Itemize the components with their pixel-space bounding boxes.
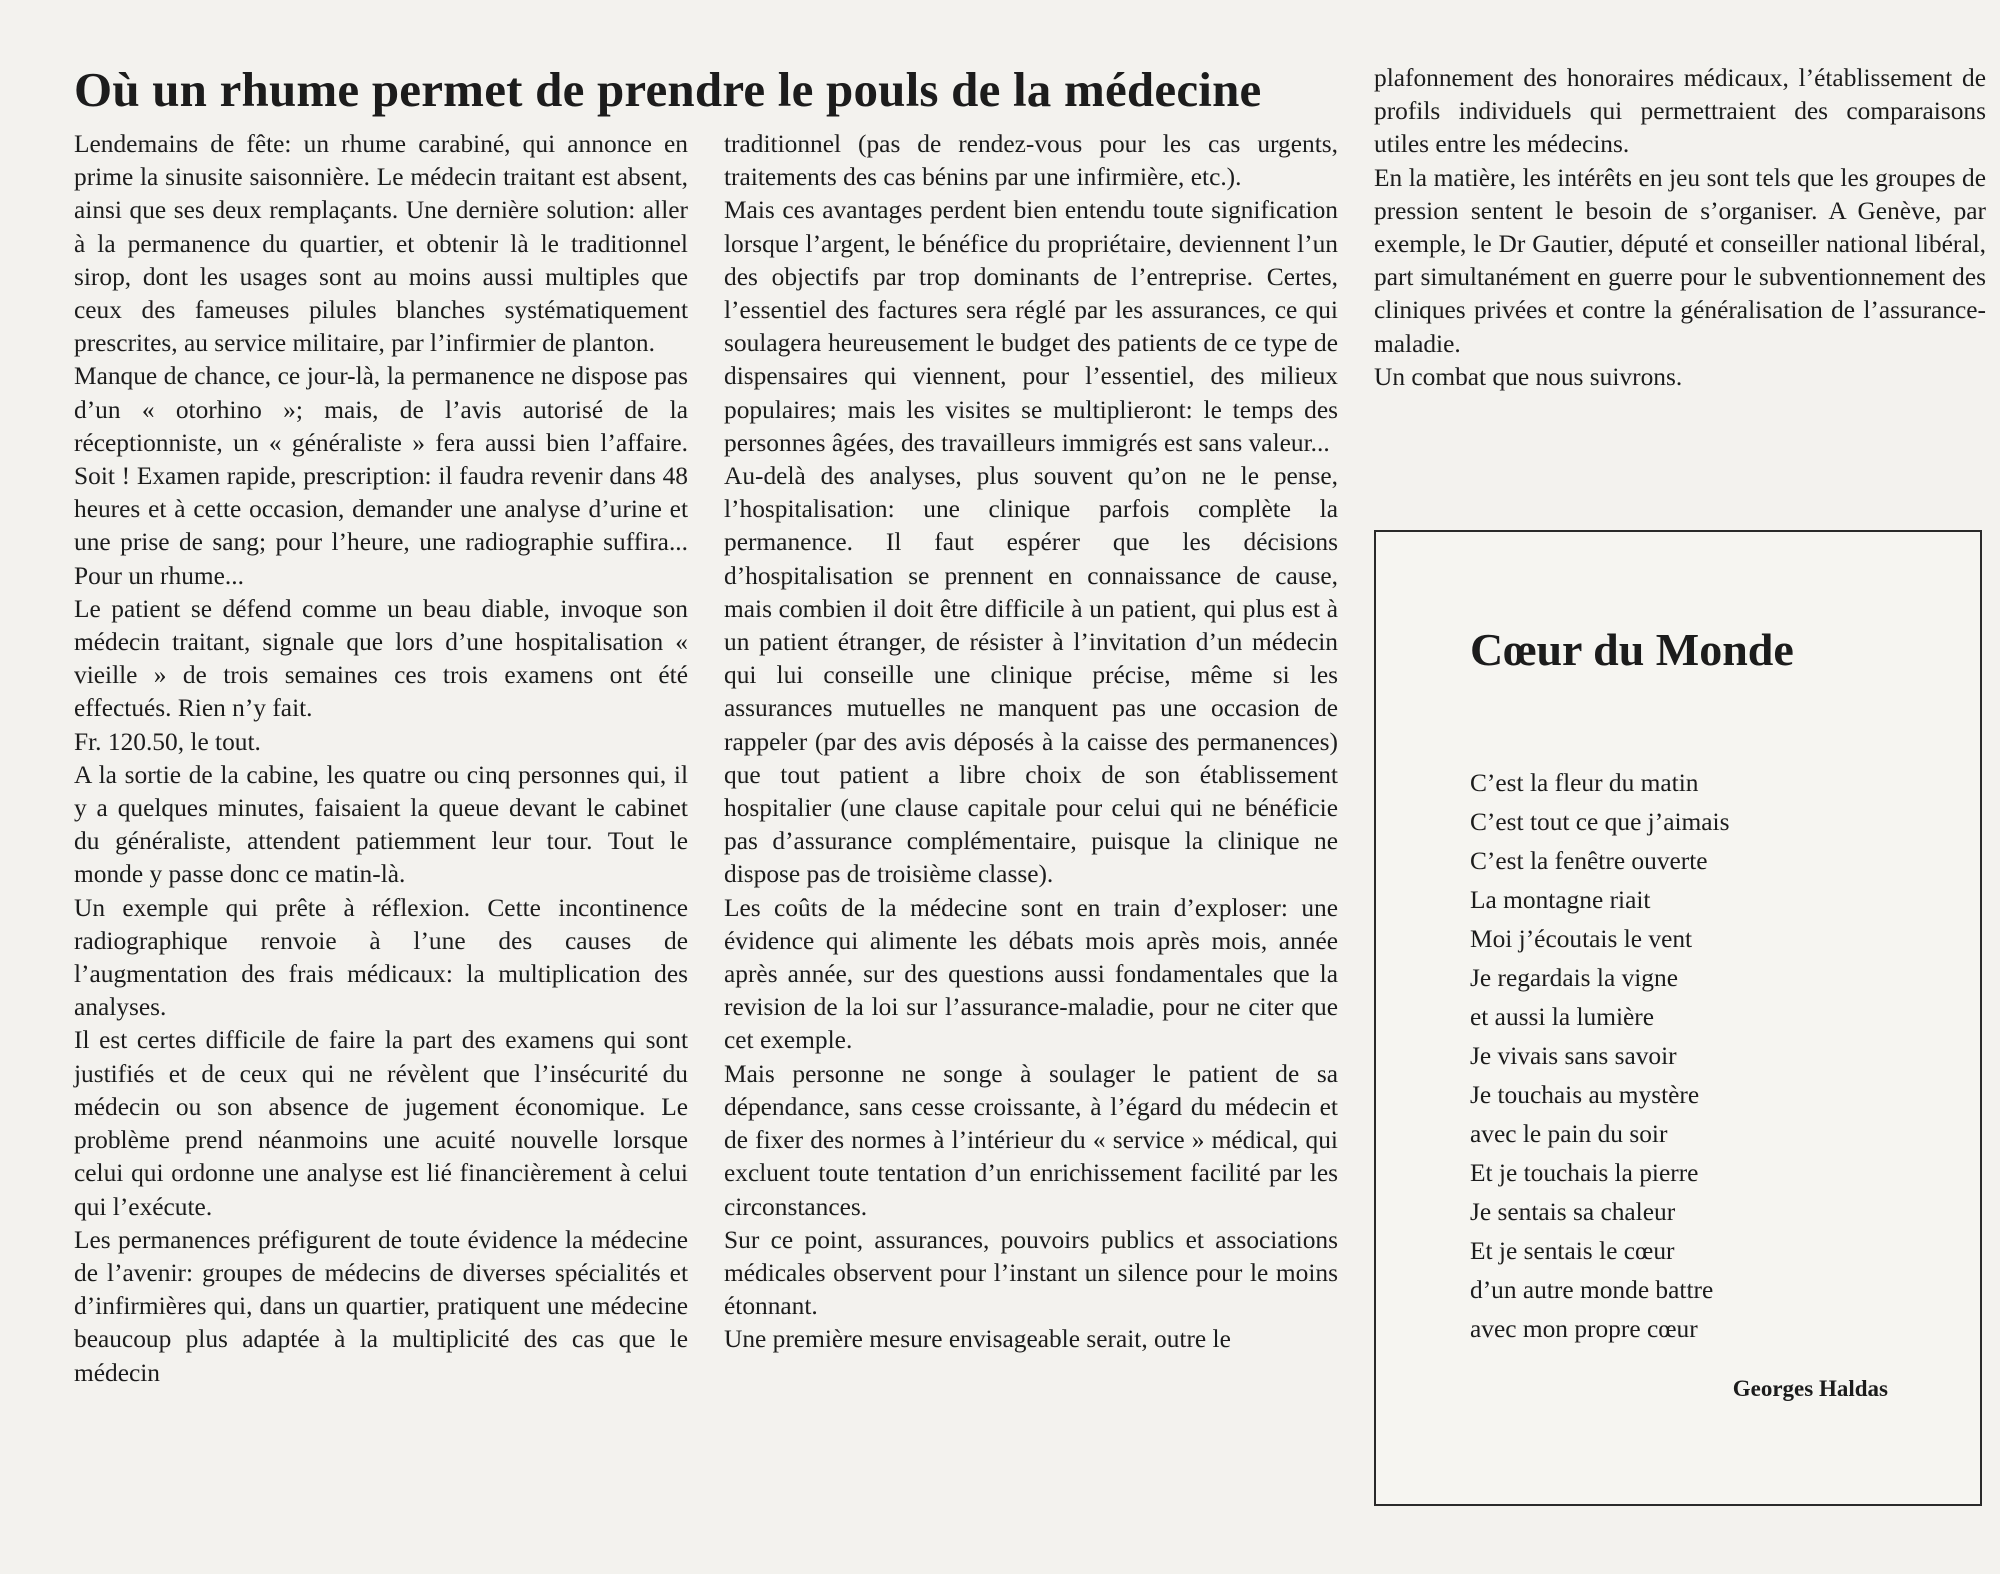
poem-lines [1470,764,1729,1349]
paragraph: traditionnel (pas de rendez-vous pour les cas urgents, traitements des cas bénins par une infirmière, etc.). [724,130,1338,192]
poem-line: Je vivais sans savoir [1470,1042,1677,1070]
paragraph: Il est certes difficile de faire la part des examens qui sont justifiés et de ceux qui ne révèlent que l’insécurité du médecin ou son absence de jugement économique. Le problème prend néanmoins une acuité nouvelle lorsque celui qui ordonne une analyse est lié financièrement à celui qui l’exécute. [74,1026,688,1221]
article-headline: Où un rhume permet de prendre le pouls de la médecine [74,62,1262,117]
paragraph: Un exemple qui prête à réflexion. Cette incontinence radiographique renvoie à l’une des causes de l’augmentation des frais médicaux: la multiplication des analyses. [74,893,688,1022]
poem-line: Je regardais la vigne [1470,964,1678,992]
paragraph: Le patient se défend comme un beau diable, invoque son médecin traitant, signale que lors d’une hospitalisation « vieille » de trois semaines ces trois examens ont été effectués. Rien n’y fait. [74,594,688,723]
paragraph: En la matière, les intérêts en jeu sont tels que les groupes de pression sentent le besoin de s’organiser. A Genève, par exemple, le Dr Gautier, député et conseiller national libéral, part simultanément en guerre pour le subventionnement des cliniques privées et contre la généralisation de l’assurance-maladie. [1374,163,1986,358]
poem-line: C’est la fenêtre ouverte [1470,847,1708,875]
paragraph: Mais ces avantages perdent bien entendu toute signification lorsque l’argent, le bénéfice du propriétaire, deviennent l’un des objectifs par trop dominants de l’entreprise. Certes, l’essentiel des factures sera réglé par les assurances, ce qui soulagera heureusement le budget des patients de ce type de dispensaires qui viennent, pour l’essentiel, des milieux populaires; mais les visites se multiplieront: le temps des personnes âgées, des travailleurs immigrés est sans valeur... [724,196,1338,457]
paragraph: Une première mesure envisageable serait, outre le [724,1325,1231,1354]
article-column-2 [724,128,1338,1357]
poem-line: Je touchais au mystère [1470,1081,1700,1109]
poem-line: La montagne riait [1470,886,1651,914]
paragraph: Un combat que nous suivrons. [1374,362,1683,391]
paragraph: Au-delà des analyses, plus souvent qu’on ne le pense, l’hospitalisation: une clinique parfois complète la permanence. Il faut espérer que les décisions d’hospitalisation se prennent en connaissance de cause, mais combien il doit être difficile à un patient, qui plus est à un patient étranger, de résister à l’invitation d’un médecin qui lui conseille une clinique précise, même si les assurances mutuelles ne manquent pas une occasion de rappeler (par des avis déposés à la caisse des permanences) que tout patient a libre choix de son établissement hospitalier (une clause capitale pour celui qui ne bénéficie pas d’assurance complémentaire, puisque la clinique ne dispose pas de troisième classe). [724,462,1338,889]
paragraph: Mais personne ne songe à soulager le patient de sa dépendance, sans cesse croissante, à l’égard du médecin et de fixer des normes à l’intérieur du « service » médical, qui excluent toute tentation d’un enrichissement facilité par les circonstances. [724,1059,1338,1221]
poem-box [1374,530,1982,1506]
poem-line: avec mon propre cœur [1470,1315,1698,1343]
poem-line: et aussi la lumière [1470,1003,1655,1031]
poem-line: Et je touchais la pierre [1470,1159,1699,1187]
paragraph: Fr. 120.50, le tout. [74,727,261,756]
poem-author: Georges Haldas [1732,1376,1888,1401]
poem-line: Je sentais sa chaleur [1470,1198,1676,1226]
paragraph: Manque de chance, ce jour-là, la permanence ne dispose pas d’un « otorhino »; mais, de l’avis autorisé de la réceptionniste, un « généraliste » fera aussi bien l’affaire. Soit ! Examen rapide, prescription: il faudra revenir dans 48 heures et à cette occasion, demander une analyse d’urine et une prise de sang; pour l’heure, une radiographie suffira... Pour un rhume... [74,362,688,590]
article-column-1 [74,128,688,1390]
poem-line: C’est la fleur du matin [1470,769,1699,797]
paragraph: Sur ce point, assurances, pouvoirs publics et associations médicales observent pour l’instant un silence pour le moins étonnant. [724,1225,1338,1321]
article-column-3 [1374,62,1986,394]
paragraph: Les coûts de la médecine sont en train d’exploser: une évidence qui alimente les débats mois après mois, année après année, sur des questions aussi fondamentales que la revision de la loi sur l’assurance-maladie, pour ne citer que cet exemple. [724,893,1338,1055]
poem-title: Cœur du Monde [1470,624,1794,675]
paragraph: Lendemains de fête: un rhume carabiné, qui annonce en prime la sinusite saisonnière. Le médecin traitant est absent, ainsi que ses deux remplaçants. Une dernière solution: aller à la permanence du quartier, et obtenir là le traditionnel sirop, dont les usages sont au moins aussi multiples que ceux des fameuses pilules blanches systématiquement prescrites, au service militaire, par l’infirmier de planton. [74,130,688,358]
poem-line: avec le pain du soir [1470,1120,1668,1148]
poem-line: d’un autre monde battre [1470,1276,1714,1304]
poem-line: C’est tout ce que j’aimais [1470,808,1730,836]
paragraph: A la sortie de la cabine, les quatre ou cinq personnes qui, il y a quelques minutes, faisaient la queue devant le cabinet du généraliste, attendent patiemment leur tour. Tout le monde y passe donc ce matin-là. [74,760,688,889]
paragraph: Les permanences préfigurent de toute évidence la médecine de l’avenir: groupes de médecins de diverses spécialités et d’infirmières qui, dans un quartier, pratiquent une médecine beaucoup plus adaptée à la multiplicité des cas que le médecin [74,1225,688,1387]
poem-line: Moi j’écoutais le vent [1470,925,1693,953]
poem-line: Et je sentais le cœur [1470,1237,1675,1265]
paragraph: plafonnement des honoraires médicaux, l’établissement de profils individuels qui permettraient des comparaisons utiles entre les médecins. [1374,64,1986,159]
